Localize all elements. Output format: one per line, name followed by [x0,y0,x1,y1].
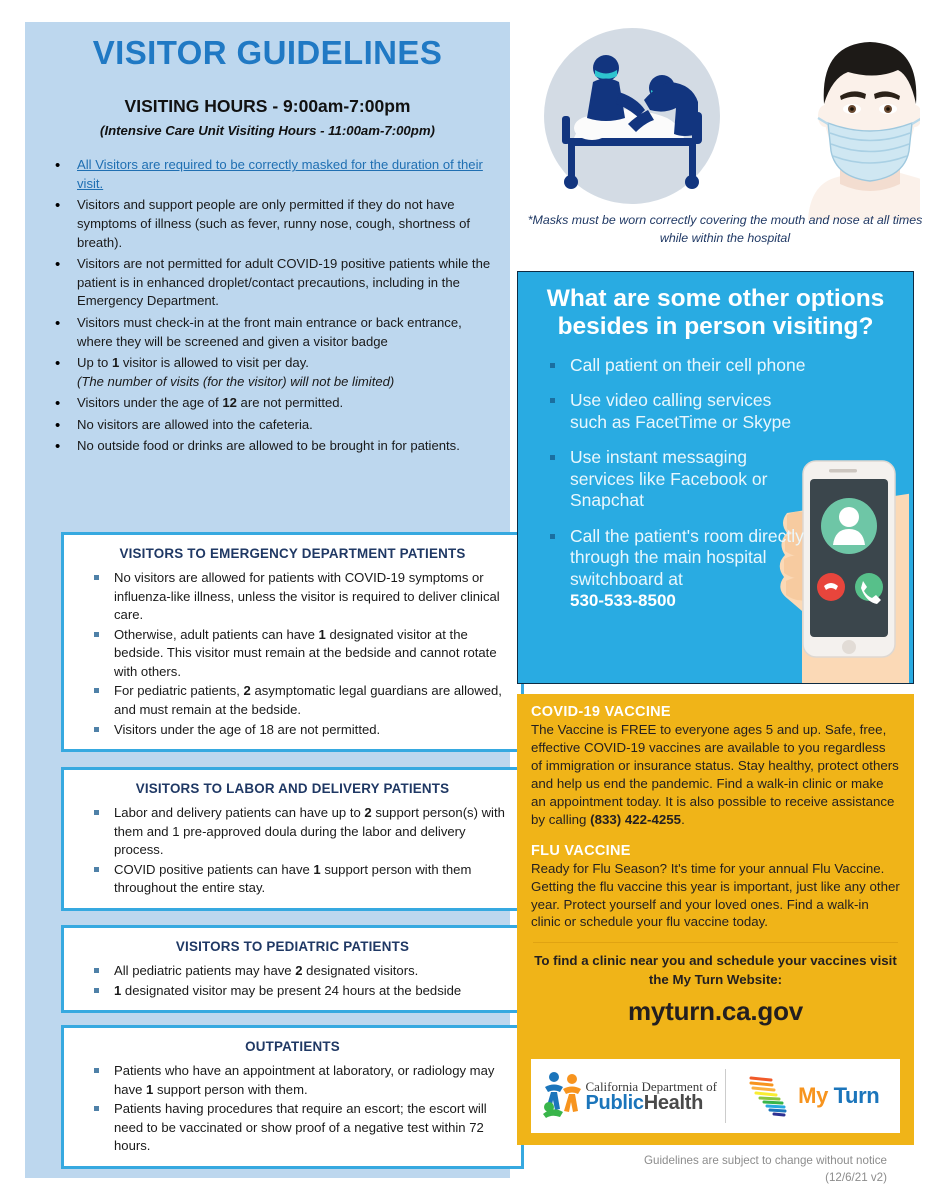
find-clinic-text: To find a clinic near you and schedule your vaccines visit the My Turn Website: [534,953,897,987]
list-item: Use video calling services such as FacetTime or Skype [570,390,810,433]
partner-logos [531,1059,900,1133]
list-item [114,626,505,682]
cdph-line1: California Department of [585,1078,717,1094]
section-heading: VISITORS TO EMERGENCY DEPARTMENT PATIENTS [119,546,466,561]
list-item [114,804,505,860]
switchboard-phone[interactable]: 530-533-8500 [570,591,676,611]
item-num: 1 [146,1081,154,1097]
list-item: • Visitors and support people are only permitted if they do not have symptoms of illness (such as fever, runny nose, cough, shortness of breath). [77,196,496,252]
visits-per-day-pre: Up to [77,355,112,371]
list-item [114,569,505,625]
item-num: 2 [295,963,303,978]
list-item [77,354,496,391]
item-pre: No visitors are allowed for patients with COVID-19 symptoms or influenza-like illness, unless the visitor is required to deliver clinical care. [114,570,500,623]
flu-vaccine-body: Ready for Flu Season? It's time for your annual Flu Vaccine. Getting the flu vaccine this year is important, just like any other year. Protect yourself and your loved ones. Find a walk-in clinic or schedule your flu vaccine today. [531,860,900,930]
list-item [114,982,505,1001]
age-limit-number: 12 [222,395,237,411]
cdph-public: Public [585,1091,644,1114]
covid-body-pre: The Vaccine is FREE to everyone ages 5 and up. Safe, free, effective COVID-19 vaccines are available to you regardless of immigration or insurance status. Stay healthy, protect others and help us end the pandemic. Find a walk-in clinic or make an appointment today. It is also possible to receive assistance by calling [531,722,899,827]
visits-per-day-post: visitor is allowed to visit per day. [119,355,309,371]
myturn-url[interactable]: myturn.ca.gov [627,995,804,1026]
myturn-logo [726,1071,900,1121]
item-pre: Visitors under the age of 18 are not permitted. [114,721,381,737]
section-list [64,804,521,898]
list-item [114,962,505,981]
section-heading: VISITORS TO PEDIATRIC PATIENTS [175,939,410,954]
cdph-people-icon [540,1070,586,1122]
cdph-health: Health [643,1091,704,1114]
vaccine-info-box [517,694,914,1145]
myturn-my: My [798,1083,828,1108]
list-item: Call patient on their cell phone [570,355,810,377]
visits-per-day-count: 1 [111,355,120,371]
covid-body-post: . [681,811,685,827]
footer-line-2: (12/6/21 v2) [825,1171,887,1185]
masking-requirement-link[interactable]: All Visitors are required to be correctly masked for the duration of their visit. [77,157,483,191]
options-heading: What are some other options besides in person visiting? [546,285,885,340]
item-num: 1 [114,982,122,998]
options-list [518,355,913,613]
page-title: VISITOR GUIDELINES [92,34,443,71]
masked-person-icon [808,42,920,220]
illustration-group [540,20,920,220]
item-num: 1 [318,626,326,642]
general-guidelines-list [25,156,510,456]
item-num: 2 [243,683,251,699]
covid-assistance-phone[interactable]: (833) 422-4255 [590,811,682,827]
patient-care-icon [544,28,720,204]
visitor-guidelines-panel [25,22,510,1178]
list-item [114,682,505,719]
list-item [570,526,810,612]
item-num: 2 [364,805,372,820]
item-post: support person(s) with them and 1 pre-approved doula during the labor and delivery process. [114,805,505,858]
list-item: • No outside food or drinks are allowed to be brought in for patients. [77,437,496,456]
item-post: designated visitors. [302,963,419,978]
visiting-hours: VISITING HOURS - 9:00am-7:00pm [124,96,411,117]
item-post: designated visitor may be present 24 hours at the bedside [121,982,462,998]
item-pre: Patients who have an appointment at laboratory, or radiology may have [114,1063,495,1097]
other-visiting-options-box [517,271,914,684]
covid-vaccine-heading: COVID-19 VACCINE [531,704,671,720]
list-item: • Visitors must check-in at the front main entrance or back entrance, where they will be screened and given a visitor badge [77,314,496,351]
list-item [114,1062,505,1099]
california-state-icon [747,1071,791,1121]
section-heading: OUTPATIENTS [245,1039,340,1054]
switchboard-text: Call the patient's room directly through the main hospital switchboard at [570,525,804,589]
section-heading: VISITORS TO LABOR AND DELIVERY PATIENTS [135,781,450,796]
myturn-wordmark [798,1083,879,1109]
item-pre: Patients having procedures that require an escort; the escort will need to be vaccinated or show proof of a negative test within 72 hours. [114,1101,487,1154]
item-post: asymptomatic legal guardians are allowed, and must remain at the bedside. [114,683,502,718]
item-pre: For pediatric patients, [114,683,244,699]
list-item [77,156,496,193]
list-item [114,721,505,740]
mask-caption: *Masks must be worn correctly covering the mouth and nose at all times while within the hospital [527,213,923,245]
list-item: • No visitors are allowed into the cafeteria. [77,416,496,435]
covid-vaccine-body [531,721,900,829]
list-item [114,1100,505,1156]
cdph-wordmark [586,1080,717,1113]
item-pre: COVID positive patients can have [114,861,314,877]
item-pre: Otherwise, adult patients can have [114,626,319,642]
item-post: support person with them throughout the entire stay. [114,861,472,896]
flu-vaccine-heading: FLU VACCINE [531,842,631,859]
footer-line-1: Guidelines are subject to change without notice [644,1154,887,1167]
item-post: designated visitor at the bedside. This visitor must remain at the bedside and cannot rotate with others. [114,626,497,679]
item-pre: All pediatric patients may have [114,963,296,978]
list-item: Use instant messaging services like Facebook or Snapchat [570,447,810,512]
myturn-turn: Turn [827,1083,880,1108]
section-emergency-department [61,532,524,752]
visits-not-limited-note: (The number of visits (for the visitor) will not be limited) [77,373,395,389]
section-pediatric [61,925,524,1013]
age-limit-post: are not permitted. [236,395,344,411]
footer-note [467,1152,887,1187]
cdph-line2 [586,1093,717,1113]
item-post: support person with them. [153,1081,308,1097]
cdph-logo [531,1070,725,1122]
list-item [114,861,505,898]
section-list [64,962,521,1000]
list-item [77,394,496,413]
list-item: • Visitors are not permitted for adult COVID-19 positive patients while the patient is in enhanced droplet/contact precautions, including in the Emergency Department. [77,255,496,311]
item-pre: Labor and delivery patients can have up to [114,805,365,820]
item-num: 1 [313,861,321,877]
section-labor-delivery [61,767,524,911]
icu-visiting-hours: (Intensive Care Unit Visiting Hours - 11:00am-7:00pm) [100,123,435,139]
age-limit-pre: Visitors under the age of [77,395,223,411]
section-list [64,1062,521,1156]
header-illustrations [540,20,920,220]
section-outpatients [61,1025,524,1169]
divider [533,942,898,943]
section-list [64,569,521,739]
